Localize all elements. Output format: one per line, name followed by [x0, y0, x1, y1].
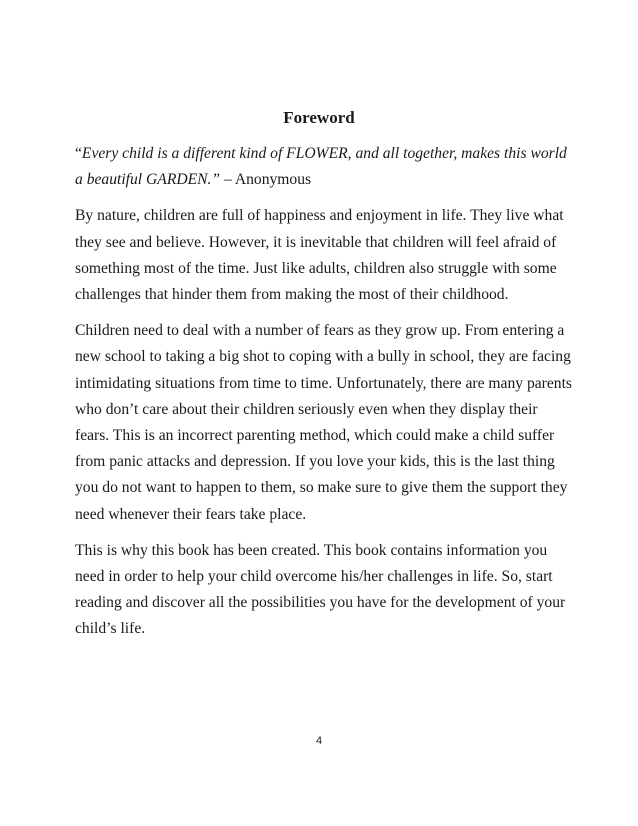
- page-number: 4: [315, 735, 323, 747]
- epigraph-quote: [75, 141, 575, 193]
- quote-open-mark: “: [75, 145, 82, 162]
- document-body: [75, 141, 575, 653]
- paragraph: Children need to deal with a number of fears as they grow up. From entering a new school to taking a big shot to coping with a bully in school, they are facing intimidating situations from time to time. Unfortunately, there are many parents who don’t care about their children seriously even when they display their fears. This is an incorrect parenting method, which could make a child suffer from panic attacks and depression. If you love your kids, this is the last thing you do not want to happen to them, so make sure to give them the support they need whenever their fears take place.: [75, 322, 572, 523]
- page-title: Foreword: [283, 108, 355, 127]
- quote-attribution: – Anonymous: [220, 171, 312, 189]
- paragraph: This is why this book has been created. This book contains information you need in order to help your child overcome his/her challenges in life. So, start reading and discover all the possibilities you have for the development of your child’s life.: [75, 541, 566, 638]
- paragraph: By nature, children are full of happiness and enjoyment in life. They live what they see and believe. However, it is inevitable that children will feel afraid of something most of the time. Just like adults, children also struggle with some challenges that hinder them from making the most of their childhood.: [75, 207, 564, 304]
- quote-text: Every child is a different kind of FLOWER, and all together, makes this world a beautiful GARDEN.”: [75, 145, 567, 189]
